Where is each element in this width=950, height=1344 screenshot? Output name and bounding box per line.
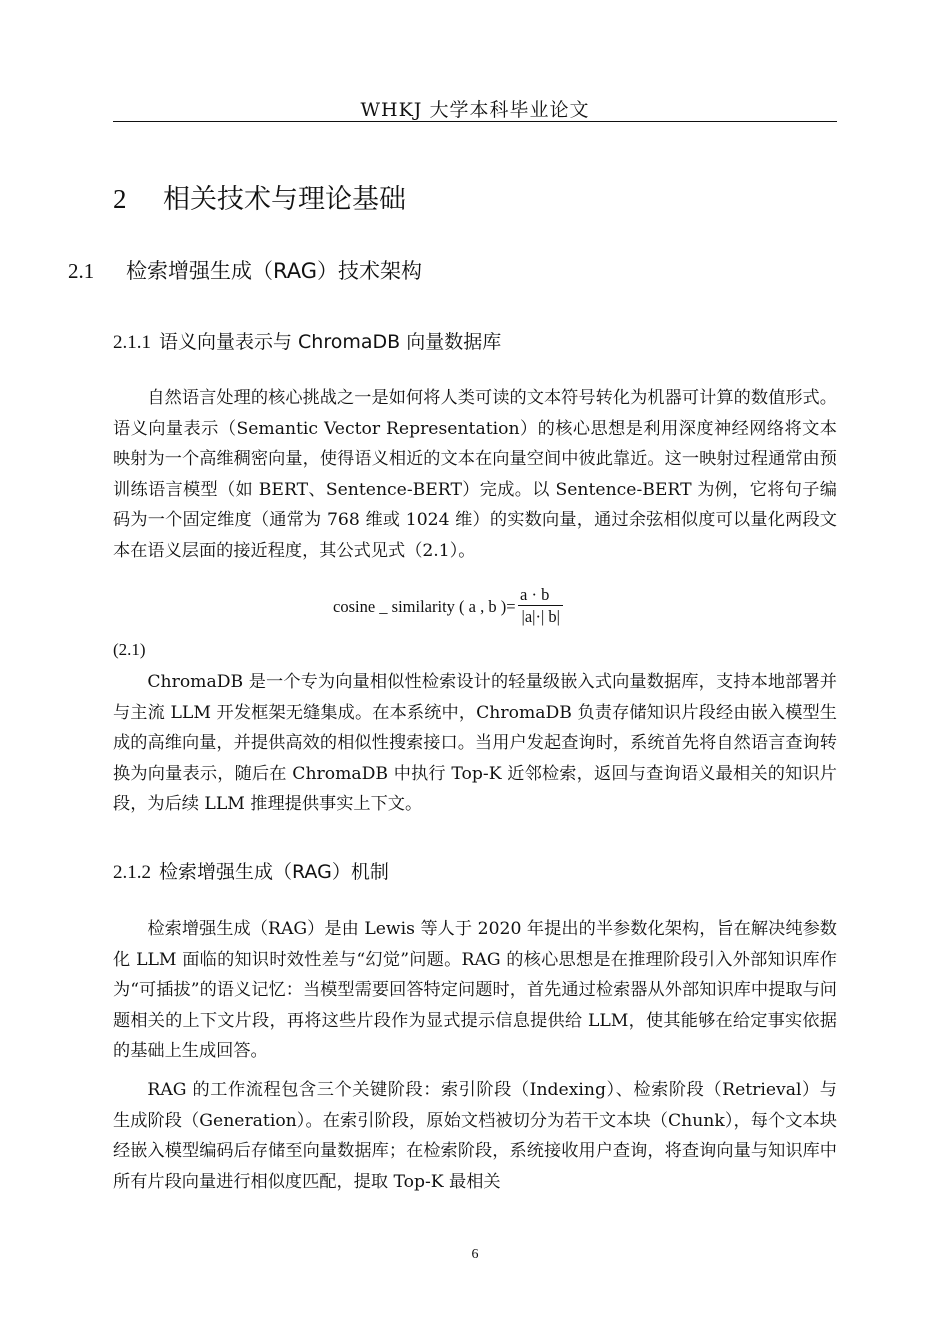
paragraph-3: 检索增强生成（RAG）是由 Lewis 等人于 2020 年提出的半参数化架构，旨在解决纯参数化 LLM 面临的知识时效性差与“幻觉”问题。RAG 的核心思想是在推理阶段引入外部知识库作为“可插拔”的语义记忆：当模型需要回答特定问题时，首先通过检索器从外部知识库中提取与问题相关的上下文片段，再将这些片段作为显式提示信息提供给 LLM，使其能够在给定事实依据的基础上生成回答。 [113, 919, 837, 1061]
subsection-title-2: 检索增强生成（RAG）机制 [159, 861, 389, 883]
equation-label: (2.1) [113, 640, 146, 659]
subsection-title-1: 语义向量表示与 ChromaDB 向量数据库 [159, 331, 502, 353]
chapter-title: 相关技术与理论基础 [163, 184, 406, 215]
section-heading [68, 255, 422, 285]
header-rule [113, 121, 837, 122]
cosine-similarity-formula [333, 585, 564, 628]
paragraph-4: RAG 的工作流程包含三个关键阶段：索引阶段（Indexing）、检索阶段（Retrieval）与生成阶段（Generation）。在索引阶段，原始文档被切分为若干文本块（Chunk），每个文本块经嵌入模型编码后存储至向量数据库；在检索阶段，系统接收用户查询，将查询向量与知识库中所有片段向量进行相似度匹配，提取 Top-K 最相关 [113, 1080, 837, 1192]
chapter-number: 2 [113, 184, 127, 214]
running-header: WHKJ 大学本科毕业论文 [360, 99, 590, 121]
subsection-number-2: 2.1.2 [113, 862, 151, 883]
subsection-heading-1 [113, 327, 501, 354]
subsection-number-1: 2.1.1 [113, 332, 151, 353]
chapter-heading [113, 177, 406, 216]
page-number: 6 [471, 1247, 479, 1262]
formula-fraction [518, 585, 564, 628]
section-title: 检索增强生成（RAG）技术架构 [126, 259, 423, 283]
subsection-heading-2 [113, 857, 389, 884]
section-number: 2.1 [68, 259, 95, 283]
formula-numerator: a · b [518, 585, 563, 606]
formula-denominator: |a|·| b| [521, 607, 560, 626]
paragraph-2: ChromaDB 是一个专为向量相似性检索设计的轻量级嵌入式向量数据库，支持本地部署并与主流 LLM 开发框架无缝集成。在本系统中，ChromaDB 负责存储知识片段经由嵌入模型生成的高维向量，并提供高效的相似性搜索接口。当用户发起查询时，系统首先将自然语言查询转换为向量表示，随后在 ChromaDB 中执行 Top-K 近邻检索，返回与查询语义最相关的知识片段，为后续 LLM 推理提供事实上下文。 [113, 672, 837, 814]
paragraph-1: 自然语言处理的核心挑战之一是如何将人类可读的文本符号转化为机器可计算的数值形式。语义向量表示（Semantic Vector Representation）的核心思想是利用深度神经网络将文本映射为一个高维稠密向量，使得语义相近的文本在向量空间中彼此靠近。这一映射过程通常由预训练语言模型（如 BERT、Sentence-BERT）完成。以 Sentence-BERT 为例，它将句子编码为一个固定维度（通常为 768 维或 1024 维）的实数向量，通过余弦相似度可以量化两段文本在语义层面的接近程度，其公式见式（2.1）。 [113, 388, 837, 561]
formula-lhs: cosine _ similarity ( a , b )= [333, 596, 516, 616]
